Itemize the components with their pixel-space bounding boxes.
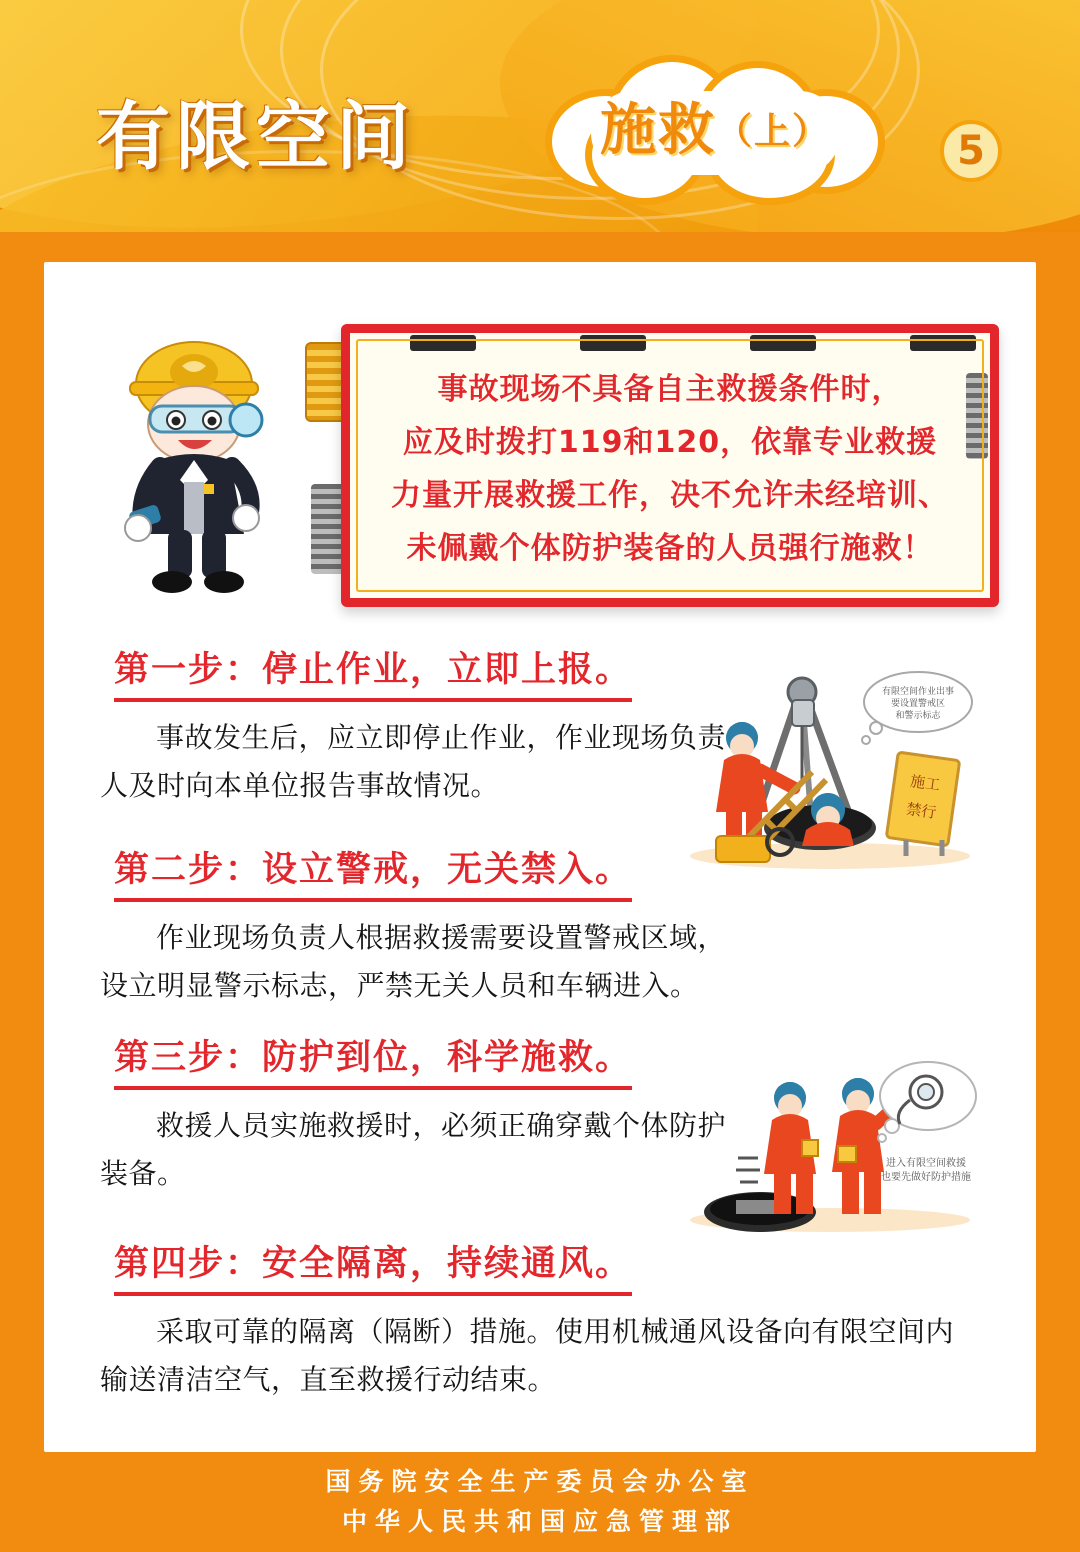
step-1-body: 事故发生后，应立即停止作业，作业现场负责人及时向本单位报告事故情况。 <box>100 721 727 802</box>
section-badge-sub: （上） <box>715 111 830 152</box>
step-2-heading: 第二步：设立警戒，无关禁入。 <box>114 842 632 902</box>
step-4-heading: 第四步：安全隔离，持续通风。 <box>114 1236 632 1296</box>
notice-board-frame <box>341 324 999 607</box>
svg-text:和警示标志: 和警示标志 <box>895 711 941 721</box>
poster-body-card <box>44 262 1036 1452</box>
notice-line-3: 力量开展救援工作，决不允许未经培训、 <box>391 478 949 513</box>
step-item <box>100 842 1000 1020</box>
section-badge-main: 施救 <box>599 98 716 163</box>
svg-text:也要先做好防护措施: 也要先做好防护措施 <box>881 1172 971 1183</box>
step-2-body: 作业现场负责人根据救援需要设置警戒区域，设立明显警示标志，严禁无关人员和车辆进入。 <box>100 921 727 1002</box>
step-item <box>100 642 1000 832</box>
step-item <box>100 1236 1000 1404</box>
poster-footer <box>0 1452 1080 1552</box>
illustration-ppe-rescue <box>680 1054 980 1234</box>
section-badge-label <box>545 95 885 168</box>
section-badge <box>545 55 885 205</box>
notice-board <box>299 314 999 609</box>
step-item <box>100 1030 1000 1226</box>
svg-text:有限空间作业出事: 有限空间作业出事 <box>881 687 955 697</box>
svg-text:禁行: 禁行 <box>905 799 938 822</box>
poster-header <box>0 0 1080 232</box>
board-hinge-left-lower <box>311 484 345 574</box>
page-number-badge: 5 <box>940 120 1002 182</box>
poster-title: 有限空间 <box>96 94 416 180</box>
svg-text:施工: 施工 <box>909 772 942 795</box>
step-4-body: 采取可靠的隔离（隔断）措施。使用机械通风设备向有限空间内输送清洁空气，直至救援行动结束。 <box>100 1315 955 1396</box>
svg-text:要设置警戒区: 要设置警戒区 <box>890 699 946 709</box>
notice-line-2: 应及时拨打119和120，依靠专业救援 <box>402 425 938 460</box>
step-3-body: 救援人员实施救援时，必须正确穿戴个体防护装备。 <box>100 1109 727 1190</box>
mascot-illustration <box>106 332 296 602</box>
notice-line-1: 事故现场不具备自主救援条件时， <box>437 372 903 407</box>
notice-line-4: 未佩戴个体防护装备的人员强行施救！ <box>406 531 934 566</box>
steps-list <box>100 642 1000 1414</box>
footer-line-2: 中华人民共和国应急管理部 <box>341 1507 738 1536</box>
footer-line-1: 国务院安全生产委员会办公室 <box>325 1467 755 1496</box>
step-3-heading: 第三步：防护到位，科学施救。 <box>114 1030 632 1090</box>
notice-board-inner <box>356 339 984 592</box>
step-1-heading: 第一步：停止作业，立即上报。 <box>114 642 632 702</box>
svg-text:进入有限空间救援: 进入有限空间救援 <box>886 1158 966 1169</box>
